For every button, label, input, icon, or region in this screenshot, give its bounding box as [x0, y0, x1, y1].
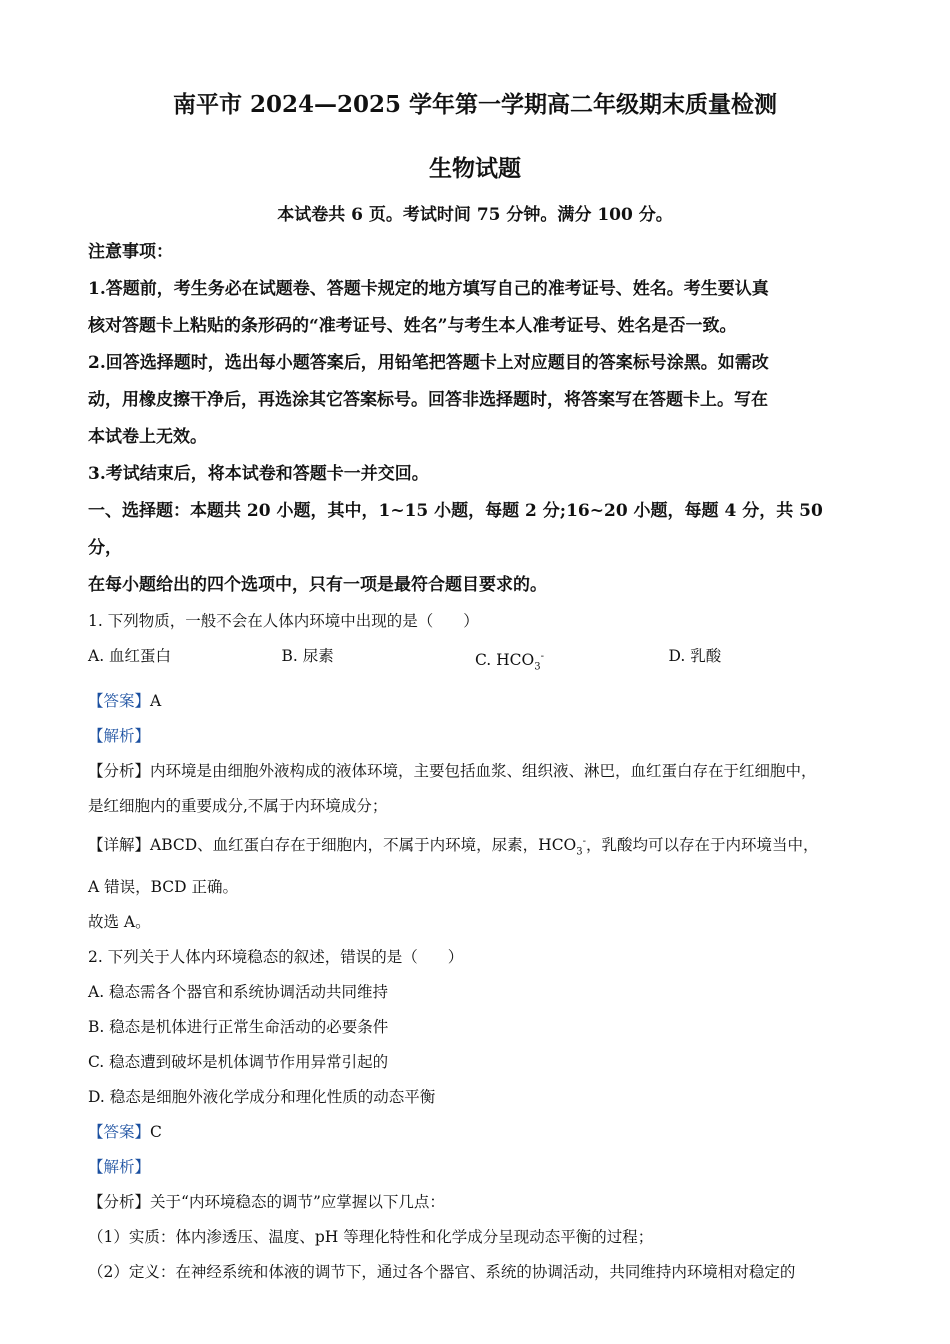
notice-line: 2.回答选择题时，选出每小题答案后，用铅笔把答题卡上对应题目的答案标号涂黑。如需改	[88, 353, 769, 373]
option-c-subscript: 3	[534, 661, 541, 673]
xiangjie-tag: 【详解】	[88, 836, 151, 855]
section-line: 一、选择题：本题共 20 小题，其中，1~15 小题，每题 2 分;16~20 小题，每题 4 分，共 50 分，	[88, 501, 823, 558]
analysis-line	[88, 1150, 862, 1185]
stem-end: ）	[463, 612, 479, 630]
answer-tag: 【答案】	[88, 692, 151, 711]
notice-block	[88, 234, 862, 493]
notice-heading: 注意事项：	[88, 242, 173, 262]
option-c-superscript: -	[540, 651, 545, 662]
answer-line	[88, 1115, 862, 1150]
notice-line: 动，用橡皮擦干净后，再选涂其它答案标号。回答非选择题时，将答案写在答题卡上。写在	[88, 390, 768, 410]
option-a: A. 血红蛋白	[88, 647, 172, 665]
question-2	[88, 940, 862, 1290]
options-row	[88, 639, 862, 684]
fenxi-text: 关于“内环境稳态的调节”应掌握以下几点：	[150, 1192, 445, 1211]
analysis-tag: 【解析】	[88, 727, 151, 746]
xiangjie-text-2: ，乳酸均可以存在于内环境当中，	[586, 836, 819, 855]
fenxi-text: 内环境是由细胞外液构成的液体环境，主要包括血浆、组织液、淋巴，血红蛋白存在于红细胞中，	[150, 762, 817, 781]
option-c	[475, 639, 669, 684]
section-heading	[88, 493, 862, 604]
xiangjie-superscript: -	[582, 836, 587, 848]
answer-value: C	[150, 1122, 162, 1141]
point-2: （2）定义：在神经系统和体液的调节下，通过各个器官、系统的协调活动，共同维持内环境相对稳定的	[88, 1262, 796, 1281]
conclusion-line: 故选 A。	[88, 912, 151, 931]
option-d: D. 乳酸	[668, 647, 722, 665]
stem-text: 2. 下列关于人体内环境稳态的叙述，错误的是（	[88, 947, 418, 966]
notice-line: 核对答题卡上粘贴的条形码的“准考证号、姓名”与考生本人准考证号、姓名是否一致。	[88, 316, 737, 336]
answer-value: A	[150, 692, 162, 711]
exam-info: 本试卷共 6 页。考试时间 75 分钟。满分 100 分。	[277, 205, 673, 225]
question-stem	[88, 940, 862, 975]
option-b: B. 稳态是机体进行正常生命活动的必要条件	[88, 1017, 389, 1036]
analysis-line	[88, 719, 862, 754]
fenxi-tag: 【分析】	[88, 1192, 151, 1211]
xiangjie-line	[88, 824, 862, 869]
fenxi-line-2: 是红细胞内的重要成分,不属于内环境成分；	[88, 797, 388, 816]
option-a: A. 稳态需各个器官和系统协调活动共同维持	[88, 982, 389, 1001]
question-stem	[88, 604, 862, 639]
xiangjie-text-1: ABCD、血红蛋白存在于细胞内，不属于内环境，尿素，HCO	[150, 836, 577, 855]
fenxi-line	[88, 754, 862, 789]
notice-line: 3.考试结束后，将本试卷和答题卡一并交回。	[88, 464, 429, 484]
notice-line: 本试卷上无效。	[88, 427, 207, 447]
fenxi-line	[88, 1185, 862, 1220]
option-d: D. 稳态是细胞外液化学成分和理化性质的动态平衡	[88, 1087, 436, 1106]
exam-title: 南平市 2024—2025 学年第一学期高二年级期末质量检测	[172, 91, 778, 118]
point-1: （1）实质：体内渗透压、温度、pH 等理化特性和化学成分呈现动态平衡的过程；	[88, 1227, 654, 1246]
answer-line	[88, 684, 862, 719]
stem-text: 1. 下列物质，一般不会在人体内环境中出现的是（	[88, 612, 434, 630]
notice-line: 1.答题前，考生务必在试题卷、答题卡规定的地方填写自己的准考证号、姓名。考生要认真	[88, 279, 769, 299]
exam-subtitle: 生物试题	[429, 155, 521, 182]
xiangjie-line-2: A 错误，BCD 正确。	[88, 877, 239, 896]
option-b: B. 尿素	[281, 647, 334, 665]
fenxi-tag: 【分析】	[88, 762, 151, 781]
answer-tag: 【答案】	[88, 1122, 151, 1141]
xiangjie-subscript: 3	[576, 846, 583, 858]
analysis-tag: 【解析】	[88, 1157, 151, 1176]
section-line: 在每小题给出的四个选项中，只有一项是最符合题目要求的。	[88, 575, 547, 595]
option-c-text: C. HCO	[475, 651, 535, 670]
stem-end: ）	[447, 947, 464, 966]
option-c: C. 稳态遭到破坏是机体调节作用异常引起的	[88, 1052, 389, 1071]
question-1	[88, 604, 862, 940]
